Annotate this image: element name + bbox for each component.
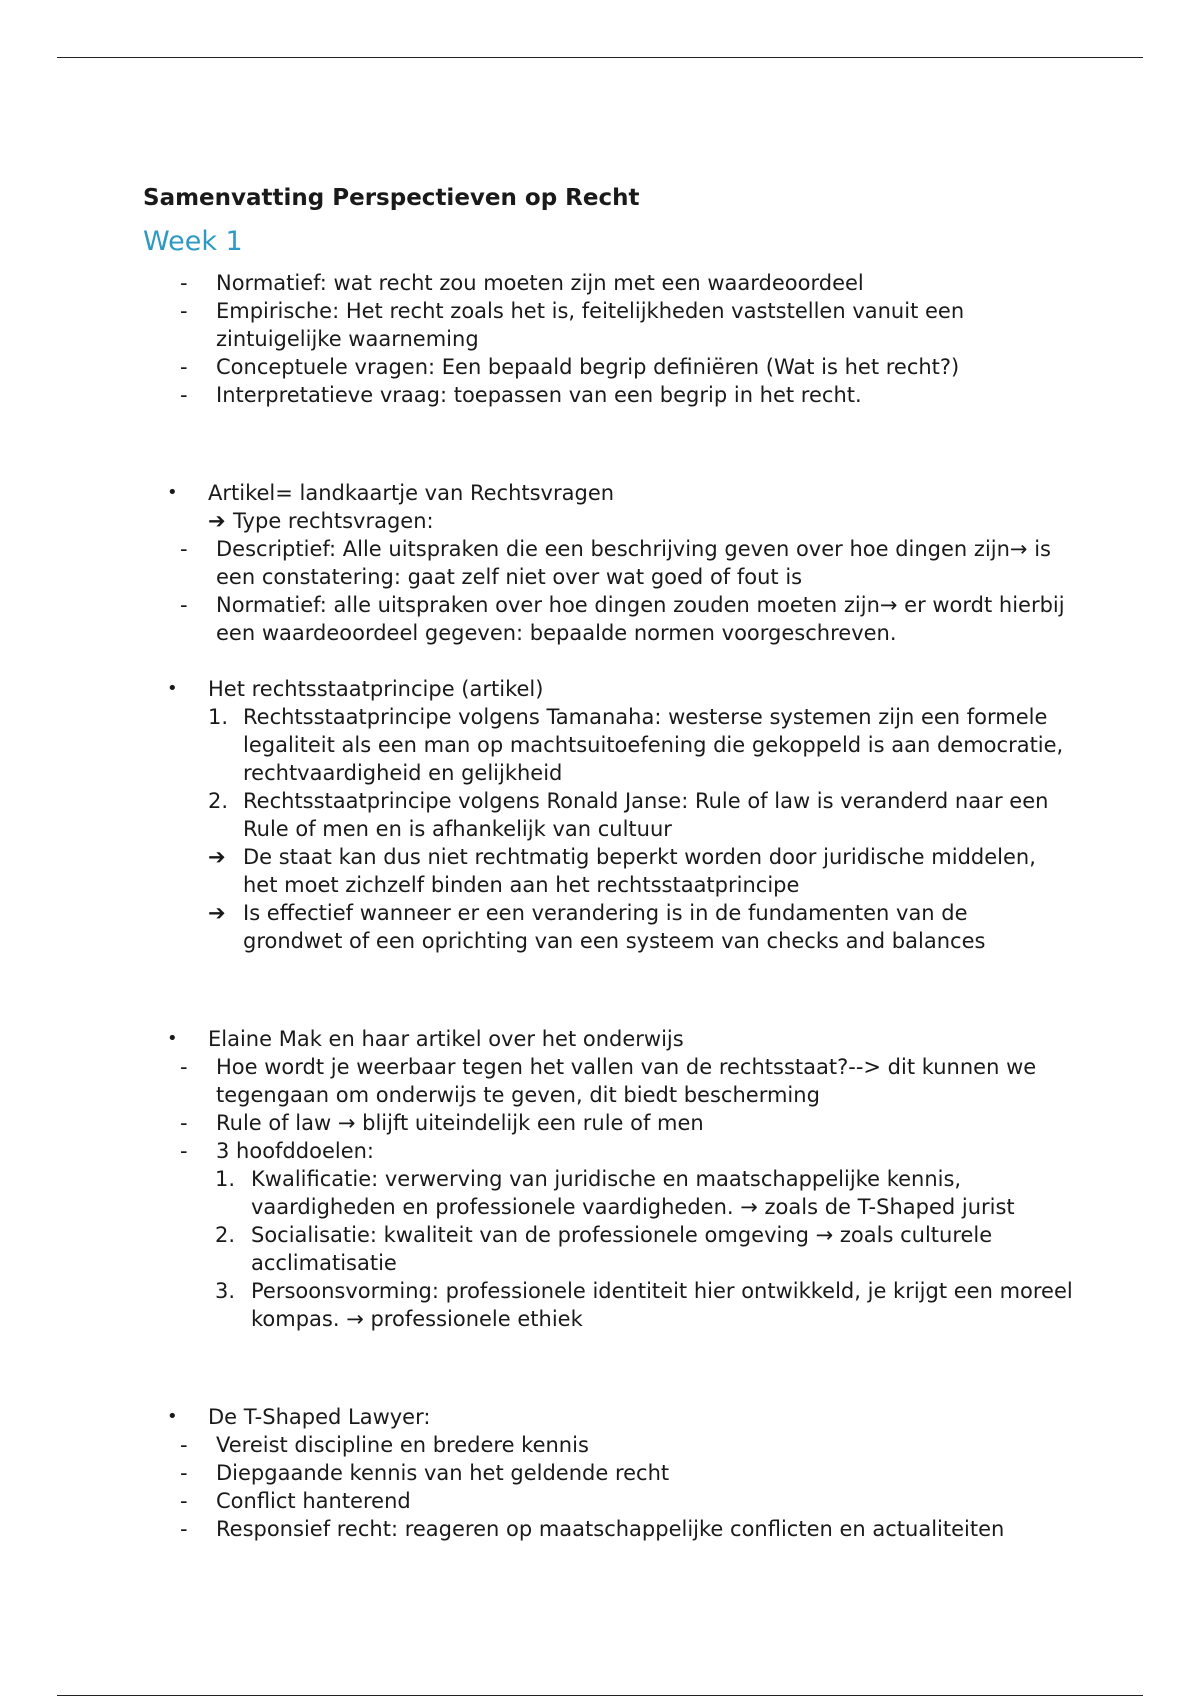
list-item (143, 1137, 1073, 1165)
list-item-text: 3 hoofddoelen: (216, 1139, 375, 1163)
list-item-text: Interpretatieve vraag: toepassen van een begrip in het recht. (216, 383, 862, 407)
list-item (143, 381, 1073, 409)
week-heading: Week 1 (143, 226, 243, 257)
numbered-item (143, 1277, 1073, 1333)
list-item-text: Empirische: Het recht zoals het is, feitelijkheden vaststellen vanuit een zintuigelijke waarneming (216, 299, 965, 351)
list-item (143, 591, 1073, 647)
list-item (143, 1053, 1073, 1109)
bullet-item (143, 1025, 1073, 1053)
section-mak (143, 1025, 1073, 1333)
list-item (143, 1487, 1073, 1515)
numbered-item (143, 703, 1073, 787)
bullet-item-text: Artikel= landkaartje van Rechtsvragen (208, 481, 615, 505)
list-item-text: Diepgaande kennis van het geldende recht (216, 1461, 670, 1485)
list-item (143, 1109, 1073, 1137)
dash-marker: - (180, 1489, 188, 1513)
dash-marker: - (180, 1055, 188, 1079)
dash-marker: - (180, 593, 188, 617)
dash-marker: - (180, 1517, 188, 1541)
numbered-item (143, 787, 1073, 843)
numbered-item-text: Kwalificatie: verwerving van juridische en maatschappelijke kennis, vaardigheden en professionele vaardigheden. → zoals de T-Shaped jurist (251, 1167, 1015, 1219)
list-item-text: Normatief: alle uitspraken over hoe dingen zouden moeten zijn→ er wordt hierbij een waardeoordeel gegeven: bepaalde normen voorgeschreven. (216, 593, 1065, 645)
numbered-item-text: Persoonsvorming: professionele identiteit hier ontwikkeld, je krijgt een moreel kompas. → professionele ethiek (251, 1279, 1073, 1331)
numbered-item-text: Rechtsstaatprincipe volgens Tamanaha: westerse systemen zijn een formele legaliteit als een man op machtsuitoefening die gekoppeld is aan democratie, rechtvaardigheid en gelijkheid (243, 705, 1064, 785)
list-item (143, 1431, 1073, 1459)
number-marker: 1. (208, 705, 229, 729)
bullet-item (143, 675, 1073, 703)
bullet-marker: • (167, 678, 178, 699)
header-rule (57, 57, 1143, 58)
bullet-marker: • (167, 1406, 178, 1427)
dash-marker: - (180, 1433, 188, 1457)
arrow-item (143, 899, 1073, 955)
number-marker: 2. (215, 1223, 236, 1247)
section-artikel (143, 479, 1073, 647)
list-item-text: Hoe wordt je weerbaar tegen het vallen van de rechtsstaat?--> dit kunnen we tegengaan om onderwijs te geven, dit biedt bescherming (216, 1055, 1037, 1107)
list-item-text: Rule of law → blijft uiteindelijk een rule of men (216, 1111, 704, 1135)
document-title: Samenvatting Perspectieven op Recht (143, 185, 640, 211)
bullet-marker: • (167, 1028, 178, 1049)
numbered-item (143, 1165, 1073, 1221)
bullet-item-text: De T-Shaped Lawyer: (208, 1405, 431, 1429)
bullet-item (143, 479, 1073, 507)
bullet-item-text: Elaine Mak en haar artikel over het onderwijs (208, 1027, 684, 1051)
dash-marker: - (180, 1111, 188, 1135)
number-marker: 1. (215, 1167, 236, 1191)
arrow-item-text: Is effectief wanneer er een verandering is in de fundamenten van de grondwet of een oprichting van een systeem van checks and balances (243, 901, 986, 953)
numbered-item-text: Rechtsstaatprincipe volgens Ronald Janse: Rule of law is veranderd naar een Rule of men en is afhankelijk van cultuur (243, 789, 1049, 841)
list-item (143, 1459, 1073, 1487)
list-item-text: Conceptuele vragen: Een bepaald begrip definiëren (Wat is het recht?) (216, 355, 960, 379)
list-item-text: Normatief: wat recht zou moeten zijn met een waardeoordeel (216, 271, 864, 295)
dash-marker: - (180, 1461, 188, 1485)
intro-list (143, 269, 1073, 409)
bullet-marker: • (167, 482, 178, 503)
list-item-text: Conflict hanterend (216, 1489, 411, 1513)
dash-marker: - (180, 355, 188, 379)
arrow-item (143, 843, 1073, 899)
arrow-item (143, 507, 1073, 535)
arrow-item-text: Type rechtsvragen: (233, 509, 434, 533)
arrow-icon: ➔ (208, 901, 226, 925)
section-tshaped (143, 1403, 1073, 1543)
arrow-icon: ➔ (208, 509, 226, 533)
bullet-item-text: Het rechtsstaatprincipe (artikel) (208, 677, 544, 701)
document-body (143, 183, 1073, 1543)
number-marker: 3. (215, 1279, 236, 1303)
dash-marker: - (180, 299, 188, 323)
number-marker: 2. (208, 789, 229, 813)
list-item-text: Vereist discipline en bredere kennis (216, 1433, 589, 1457)
list-item (143, 353, 1073, 381)
list-item-text: Responsief recht: reageren op maatschappelijke conflicten en actualiteiten (216, 1517, 1005, 1541)
dash-marker: - (180, 1139, 188, 1163)
dash-marker: - (180, 271, 188, 295)
list-item (143, 535, 1073, 591)
footer-rule (57, 1695, 1143, 1696)
list-item (143, 1515, 1073, 1543)
numbered-item (143, 1221, 1073, 1277)
list-item (143, 297, 1073, 353)
list-item (143, 269, 1073, 297)
section-rechtsstaat (143, 675, 1073, 955)
arrow-icon: ➔ (208, 845, 226, 869)
dash-marker: - (180, 383, 188, 407)
bullet-item (143, 1403, 1073, 1431)
dash-marker: - (180, 537, 188, 561)
arrow-item-text: De staat kan dus niet rechtmatig beperkt worden door juridische middelen, het moet zichzelf binden aan het rechtsstaatprincipe (243, 845, 1036, 897)
list-item-text: Descriptief: Alle uitspraken die een beschrijving geven over hoe dingen zijn→ is een constatering: gaat zelf niet over wat goed of fout is (216, 537, 1051, 589)
numbered-item-text: Socialisatie: kwaliteit van de professionele omgeving → zoals culturele acclimatisatie (251, 1223, 993, 1275)
